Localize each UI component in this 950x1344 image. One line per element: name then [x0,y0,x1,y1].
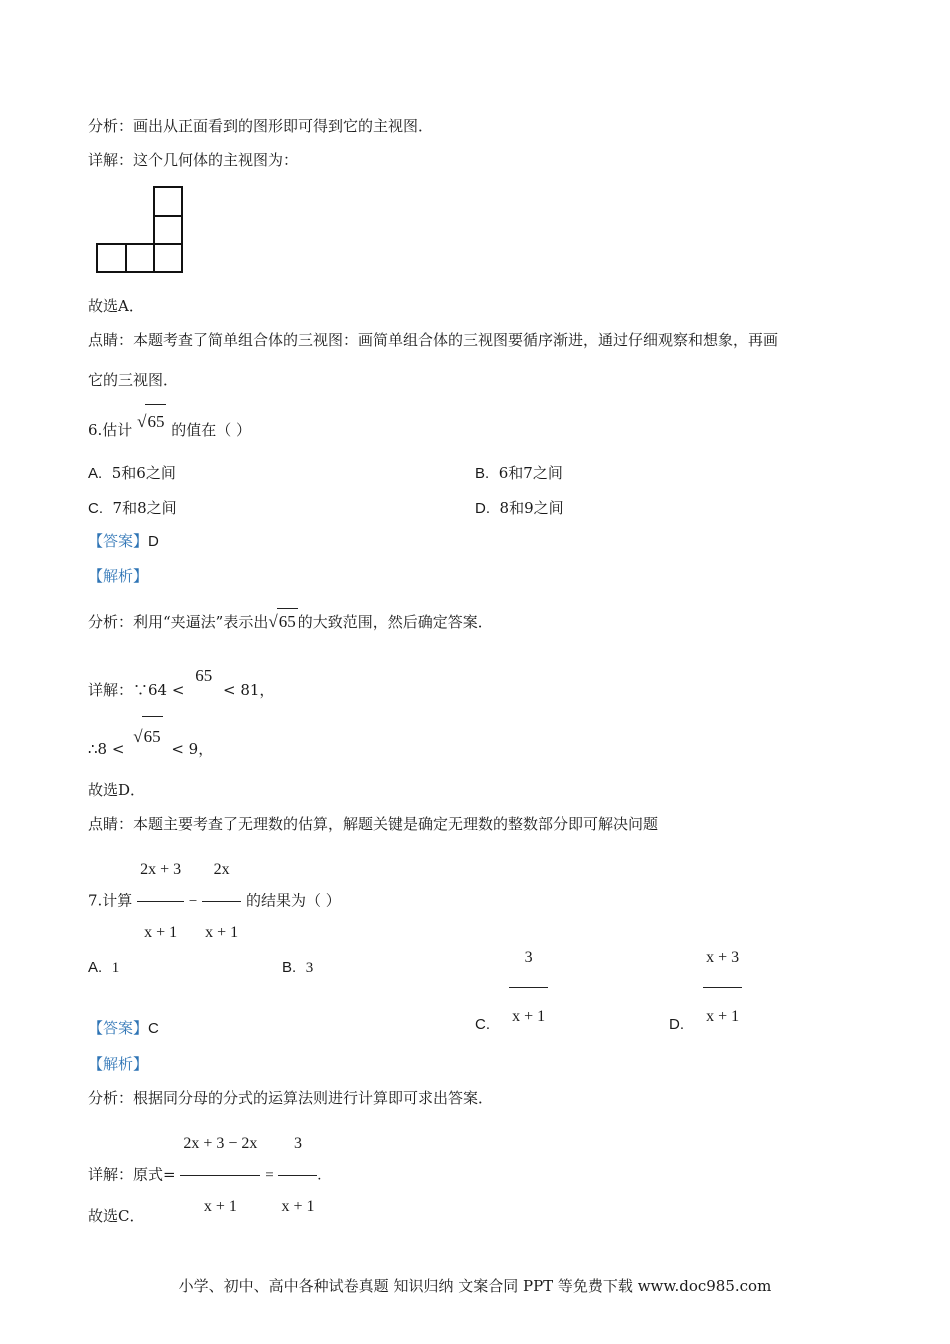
question-6-suffix: 的值在（ ） [171,421,251,439]
radicand: 65 [145,404,166,439]
q7-choose: 故选C． [88,1207,145,1225]
q6-analysis-tag: 【解析】 [88,567,149,585]
square-bottom-center [126,244,154,272]
q7-analysis-tag: 【解析】 [88,1055,149,1073]
detail-line: 详解：这个几何体的主视图为： [88,151,299,169]
comment-line: 点睛：本题考查了简单组合体的三视图：画简单组合体的三视图要循序渐进，通过仔细观察和想象，再画 [88,331,779,349]
q7-option-d: D. $\frac{x + 3}{x + 1}$ [669,932,742,1051]
sqrt-65-therefore: √65 [133,716,162,757]
q6-option-b: B. 6和7之间 [475,464,563,482]
sqrt-65-inline: √65 [268,608,297,635]
square-bottom-left [97,244,126,272]
q6-analysis: 分析：利用“夹逼法”表示出√65 的大致范围，然后确定答案． [88,608,493,635]
question-7: 7.计算 $\frac{2x + 3}{x + 1}$ − $\frac{2x}{x + 1}$ 的结果为（ ） [88,842,341,898]
front-view-figure [95,185,185,275]
square-middle [154,216,182,244]
comment-line-cont: 它的三视图． [88,371,179,389]
fraction-2: $\frac{2x}{x + 1}$ [202,842,241,961]
detail-fraction-1: $\frac{2x + 3 - 2x}{x + 1}$ [180,1116,260,1235]
choose-line: 故选A． [88,297,144,315]
q6-detail: 详解：∵64 < 65 < 81， [88,666,275,699]
analysis-line: 分析：画出从正面看到的图形即可得到它的主视图． [88,117,434,135]
detail-fraction-2: $\frac{3}{x + 1}$ [278,1116,317,1235]
q6-option-a: A. 5和6之间 [88,464,176,482]
q6-option-d: D. 8和9之间 [475,499,564,517]
q6-therefore: ∴8 < √65 < 9， [88,716,213,769]
q6-option-c: C. 7和8之间 [88,499,177,517]
q7-option-c: C. $\frac{3}{x + 1}$ [475,932,548,1051]
question-6 [88,404,251,447]
q6-comment: 点睛：本题主要考查了无理数的估算，解题关键是确定无理数的整数部分即可解决问题 [88,815,659,833]
footer: 小学、初中、高中各种试卷真题 知识归纳 文案合同 PPT 等免费下载 www.doc985.com [178,1277,772,1295]
q6-choose: 故选D． [88,781,146,799]
fraction-1: $\frac{2x + 3}{x + 1}$ [137,842,184,961]
q7-analysis: 分析：根据同分母的分式的运算法则进行计算即可求出答案． [88,1089,494,1107]
sqrt-65: √65 [137,404,166,439]
q7-answer: 【答案】C [88,1019,159,1037]
square-top [154,187,182,216]
q7-detail: 详解：原式= $\frac{2x + 3 - 2x}{x + 1}$ = $\frac{3}{x + 1}$ . [88,1116,321,1172]
square-bottom-right [154,244,182,272]
question-6-prefix: 6.估计 [88,421,133,439]
q7-option-b: B. 3 [282,959,314,976]
q6-answer: 【答案】D [88,532,159,550]
q7-option-a: A. 1 [88,959,120,976]
number-65: 65 [195,666,213,685]
